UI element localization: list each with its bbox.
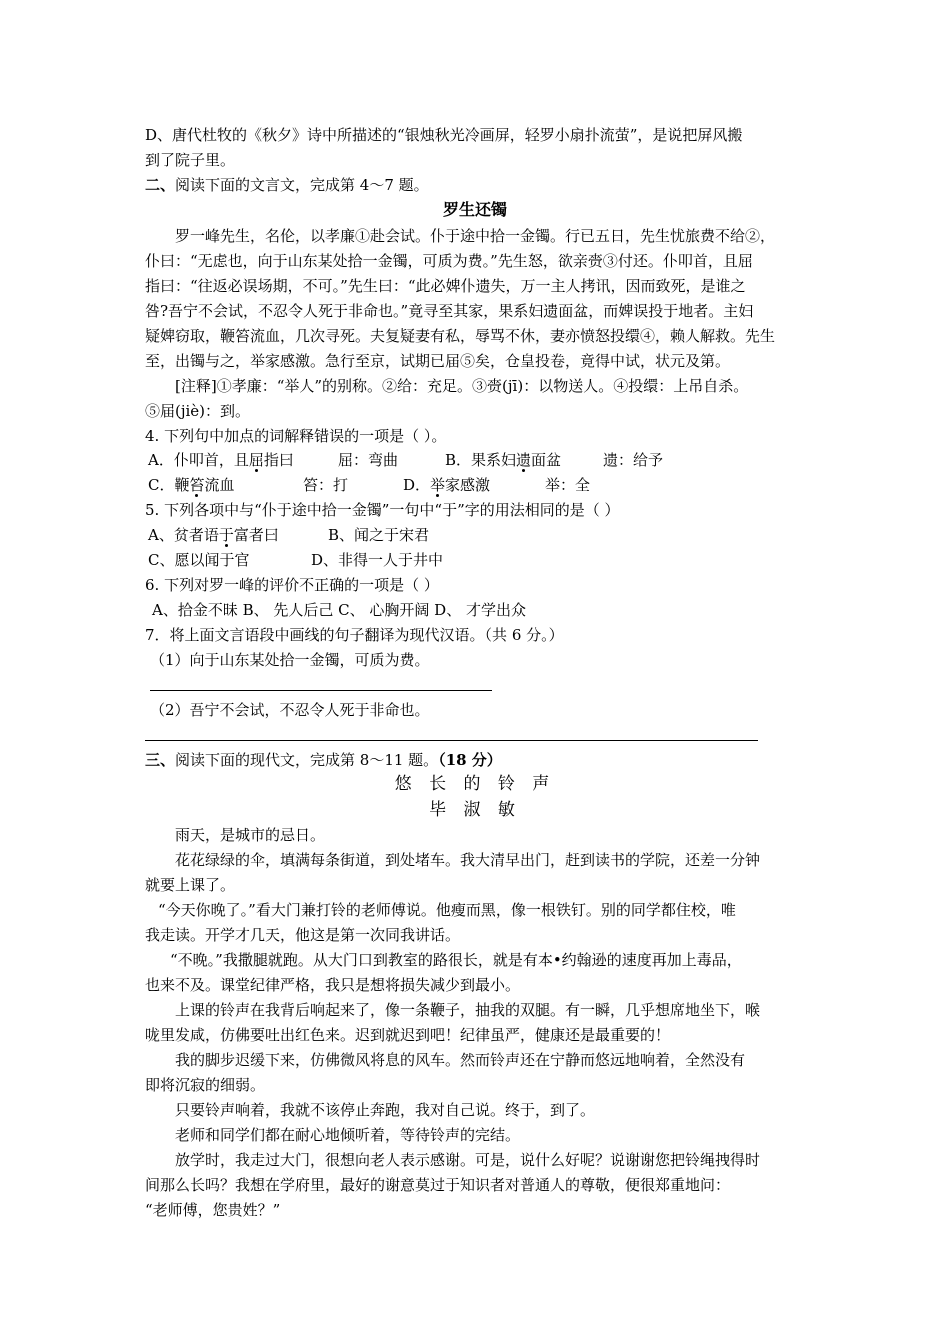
answer-line-1 xyxy=(150,690,492,691)
essay-paragraph-line: 也来不及。课堂纪律严格，我只是想将损失减少到最小。 xyxy=(145,976,521,994)
q6-stem: 6. 下列对罗一峰的评价不正确的一项是（ ） xyxy=(145,576,439,594)
q4-option-c-gloss: 笞：打 xyxy=(303,476,349,494)
essay-paragraph-line: 咙里发咸，仿佛要吐出红色来。迟到就迟到吧！纪律虽严，健康还是最重要的！ xyxy=(145,1026,671,1044)
q4-stem: 4. 下列句中加点的词解释错误的一项是（ ）。 xyxy=(145,427,447,445)
classical-text-title: 罗生还镯 xyxy=(442,200,507,219)
essay-paragraph-line: 雨天，是城市的忌日。 xyxy=(175,826,326,844)
q4-option-b: B．果系妇遗面盆 xyxy=(445,451,562,469)
essay-paragraph-line: 只要铃声响着，我就不该停止奔跑，我对自己说。终于，到了。 xyxy=(175,1101,596,1119)
essay-paragraph-line: 即将沉寂的细弱。 xyxy=(145,1076,266,1094)
q4-option-a: A．仆叩首，且屈指曰 xyxy=(148,451,294,469)
section2-heading xyxy=(145,174,429,196)
essay-paragraph-line: 我的脚步迟缓下来，仿佛微风将息的风车。然而铃声还在宁静而悠远地响着，全然没有 xyxy=(175,1051,746,1069)
emphasis-dot-char: 笞 xyxy=(189,476,205,494)
classical-passage-line: 指曰：“往返必误场期，不可。”先生曰：“此必婢仆遗失，万一主人拷讯，因而致死，是谁之 xyxy=(145,277,746,295)
q4-option-d-gloss: 举：全 xyxy=(545,476,591,494)
essay-paragraph-line: 我走读。开学才几天，他这是第一次同我讲话。 xyxy=(145,926,461,944)
q5-option-a: A、贫者语于富者曰 xyxy=(148,526,279,544)
essay-paragraph-line: 上课的铃声在我背后响起来了，像一条鞭子，抽我的双腿。有一瞬，几乎想席地坐下，喉 xyxy=(175,1001,761,1019)
q6-options: A、拾金不昧 B、 先人后己 C、 心胸开阔 D、 才学出众 xyxy=(152,601,526,619)
emphasis-dot-char: 屈 xyxy=(248,451,264,469)
section3-heading xyxy=(145,749,502,771)
essay-paragraph-line: 间那么长吗？我想在学府里，最好的谢意莫过于知识者对普通人的尊敬，便很郑重地问： xyxy=(145,1176,731,1194)
q4-option-b-gloss: 遗：给予 xyxy=(603,451,664,469)
classical-passage-line: 仆曰：“无虑也，向于山东某处拾一金镯，可质为费。”先生怒，欲亲赍③付还。仆叩首，且屈 xyxy=(145,252,753,270)
essay-paragraph-line: “不晚。”我撒腿就跑。从大门口到教室的路很长，就是有本•约翰逊的速度再加上毒品， xyxy=(170,951,742,969)
emphasis-dot-char: 于 xyxy=(218,526,234,544)
q4-option-a-gloss: 屈：弯曲 xyxy=(338,451,399,469)
essay-paragraph-line: 花花绿绿的伞，填满每条街道，到处堵车。我大清早出门，赶到读书的学院，还差一分钟 xyxy=(175,851,761,869)
section3-instruction: 阅读下面的现代文，完成第 8～11 题。 xyxy=(175,751,439,769)
classical-passage-line: 至，出镯与之，举家感激。急行至京，试期已届⑤矣，仓皇投卷，竟得中试，状元及第。 xyxy=(145,352,731,370)
emphasis-dot-char: 举 xyxy=(430,476,446,494)
q7-sentence-2: （2）吾宁不会试，不忍令人死于非命也。 xyxy=(150,701,430,719)
annotation-line: [注释]①孝廉：“举人”的别称。②给：充足。③赍(jī)：以物送人。④投缳：上吊自杀。 xyxy=(175,377,749,395)
section3-score: （18 分） xyxy=(438,751,502,769)
classical-passage-line: 咎?吾宁不会试，不忍令人死于非命也。”竟寻至其家，果系妇遗面盆，而婢误投于地者。主妇 xyxy=(145,302,754,320)
q3-option-d-line2: 到了院子里。 xyxy=(145,151,236,169)
section2-instruction: 阅读下面的文言文，完成第 4～7 题。 xyxy=(175,176,429,194)
essay-title: 悠 长 的 铃 声 xyxy=(394,774,556,794)
emphasis-dot-char: 遗 xyxy=(516,451,532,469)
q5-option-b: B、闻之于宋君 xyxy=(328,526,430,544)
q4-option-c: C．鞭笞流血 xyxy=(148,476,235,494)
classical-passage-line: 疑婢窃取，鞭笞流血，几次寻死。夫复疑妻有私，辱骂不休，妻亦愤怒投缳④，赖人解救。先生 xyxy=(145,327,776,345)
section3-number: 三、 xyxy=(145,751,176,769)
q5-option-c: C、愿以闻于官 xyxy=(148,551,250,569)
q7-stem: 7．将上面文言语段中画线的句子翻译为现代汉语。（共 6 分。） xyxy=(145,626,564,644)
q5-stem: 5. 下列各项中与“仆于途中拾一金镯”一句中“于”字的用法相同的是（ ） xyxy=(145,501,620,519)
section2-number: 二、 xyxy=(145,176,176,194)
essay-paragraph-line: 就要上课了。 xyxy=(145,876,236,894)
essay-paragraph-line: “今天你晚了。”看大门兼打铃的老师傅说。他瘦而黑，像一根铁钉。别的同学都住校，唯 xyxy=(158,901,736,919)
annotation-line: ⑤届(jiè)：到。 xyxy=(145,402,251,420)
essay-author: 毕 淑 敏 xyxy=(429,800,521,820)
q3-option-d-line1: D、唐代杜牧的《秋夕》诗中所描述的“银烛秋光冷画屏，轻罗小扇扑流萤”，是说把屏风搬 xyxy=(145,126,743,144)
q7-sentence-1: （1）向于山东某处拾一金镯，可质为费。 xyxy=(150,651,430,669)
essay-paragraph-line: “老师傅，您贵姓？” xyxy=(145,1201,281,1219)
q5-option-d: D、非得一人于井中 xyxy=(311,551,444,569)
q4-option-d: D．举家感激 xyxy=(403,476,491,494)
essay-paragraph-line: 老师和同学们都在耐心地倾听着，等待铃声的完结。 xyxy=(175,1126,521,1144)
essay-paragraph-line: 放学时，我走过大门，很想向老人表示感谢。可是，说什么好呢？说谢谢您把铃绳拽得时 xyxy=(175,1151,761,1169)
classical-passage-line: 罗一峰先生，名伦，以孝廉①赴会试。仆于途中拾一金镯。行已五日，先生忧旅费不给②， xyxy=(175,227,776,245)
answer-line-2 xyxy=(145,740,758,741)
